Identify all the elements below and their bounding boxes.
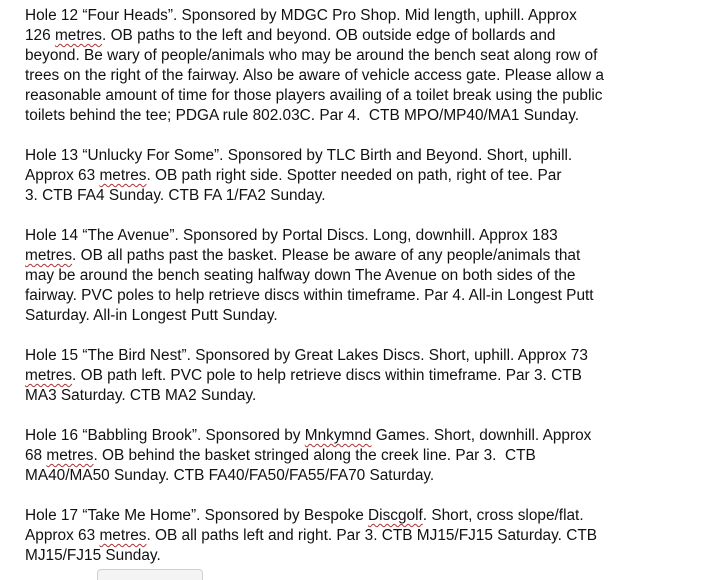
paragraph-spacer	[25, 206, 705, 226]
text-segment: 68	[25, 447, 47, 464]
text-segment: trees on the right of the fairway. Also be aware of vehicle access gate. Please allow a	[25, 67, 604, 84]
text-line	[25, 46, 705, 66]
text-segment: . OB behind the basket stringed along the creek line. Par 3. CTB	[93, 447, 536, 464]
text-segment: Approx 63	[25, 167, 100, 184]
text-line	[25, 366, 705, 386]
text-segment: Hole 12 “Four Heads”. Sponsored by MDGC Pro Shop. Mid length, uphill. Approx	[25, 7, 577, 24]
paragraph-hole-17	[25, 506, 705, 566]
spellcheck-flagged-word: metres	[25, 247, 73, 264]
text-segment: toilets behind the tee; PDGA rule 802.03C. Par 4. CTB MPO/MP40/MA1 Sunday.	[25, 107, 580, 124]
text-line	[25, 166, 705, 186]
text-segment: . OB path left. PVC pole to help retrieve discs within timeframe. Par 3. CTB	[72, 367, 582, 384]
text-segment: beyond. Be wary of people/animals who may be around the bench seat along row of	[25, 47, 598, 64]
paragraph-spacer	[25, 486, 705, 506]
text-line	[25, 426, 705, 446]
text-segment: MJ15/FJ15 Sunday.	[25, 547, 161, 564]
text-segment: Hole 14 “The Avenue”. Sponsored by Portal Discs. Long, downhill. Approx 183	[25, 227, 558, 244]
paragraph-hole-14	[25, 226, 705, 326]
spellcheck-flagged-word: metres	[99, 527, 147, 544]
document-body	[25, 6, 705, 566]
text-segment: . OB all paths past the basket. Please be aware of any people/animals that	[72, 247, 581, 264]
text-segment: MA3 Saturday. CTB MA2 Sunday.	[25, 387, 257, 404]
paragraph-spacer	[25, 326, 705, 346]
text-line	[25, 306, 705, 326]
text-line	[25, 146, 705, 166]
text-segment: Hole 16 “Babbling Brook”. Sponsored by	[25, 427, 305, 444]
text-segment: Games. Short, downhill. Approx	[371, 427, 592, 444]
text-line	[25, 526, 705, 546]
spellcheck-flagged-word: metres	[46, 447, 94, 464]
text-segment: reasonable amount of time for those players availing of a toilet break using the public	[25, 87, 603, 104]
text-line	[25, 226, 705, 246]
spellcheck-flagged-word: metres	[25, 367, 73, 384]
text-segment: . Short, cross slope/flat.	[422, 507, 584, 524]
paragraph-hole-12	[25, 6, 705, 126]
spellcheck-flagged-word: metres	[99, 167, 147, 184]
text-line	[25, 106, 705, 126]
text-line	[25, 346, 705, 366]
text-line	[25, 386, 705, 406]
text-line	[25, 26, 705, 46]
text-line	[25, 266, 705, 286]
paragraph-hole-16	[25, 426, 705, 486]
text-segment: . OB all paths left and right. Par 3. CTB MJ15/FJ15 Saturday. CTB	[146, 527, 597, 544]
spellcheck-flagged-word: Mnkymnd	[304, 427, 372, 444]
paragraph-spacer	[25, 406, 705, 426]
text-segment: fairway. PVC poles to help retrieve discs within timeframe. Par 4. All-in Longest Putt	[25, 287, 594, 304]
text-segment: . OB paths to the left and beyond. OB outside edge of bollards and	[102, 27, 556, 44]
text-segment: Hole 15 “The Bird Nest”. Sponsored by Great Lakes Discs. Short, uphill. Approx 73	[25, 347, 588, 364]
text-line	[25, 546, 705, 566]
text-line	[25, 466, 705, 486]
text-line	[25, 86, 705, 106]
text-segment: . OB path right side. Spotter needed on path, right of tee. Par	[146, 167, 562, 184]
text-line	[25, 66, 705, 86]
text-segment: 126	[25, 27, 55, 44]
text-segment: Saturday. All-in Longest Putt Sunday.	[25, 307, 278, 324]
paragraph-spacer	[25, 126, 705, 146]
spellcheck-flagged-word: Discgolf	[368, 507, 423, 524]
text-line	[25, 186, 705, 206]
text-segment: Approx 63	[25, 527, 100, 544]
text-segment: Hole 13 “Unlucky For Some”. Sponsored by TLC Birth and Beyond. Short, uphill.	[25, 147, 573, 164]
text-line	[25, 286, 705, 306]
text-line	[25, 506, 705, 526]
text-line	[25, 246, 705, 266]
spellcheck-flagged-word: metres	[54, 27, 103, 44]
text-segment: may be around the bench seating halfway down The Avenue on both sides of the	[25, 267, 576, 284]
paragraph-hole-13	[25, 146, 705, 206]
text-segment: 3. CTB FA4 Sunday. CTB FA 1/FA2 Sunday.	[25, 187, 326, 204]
text-segment: MA40/MA50 Sunday. CTB FA40/FA50/FA55/FA70 Saturday.	[25, 467, 435, 484]
text-line	[25, 6, 705, 26]
paragraph-hole-15	[25, 346, 705, 406]
text-line	[25, 446, 705, 466]
text-segment: Hole 17 “Take Me Home”. Sponsored by Bespoke	[25, 507, 369, 524]
